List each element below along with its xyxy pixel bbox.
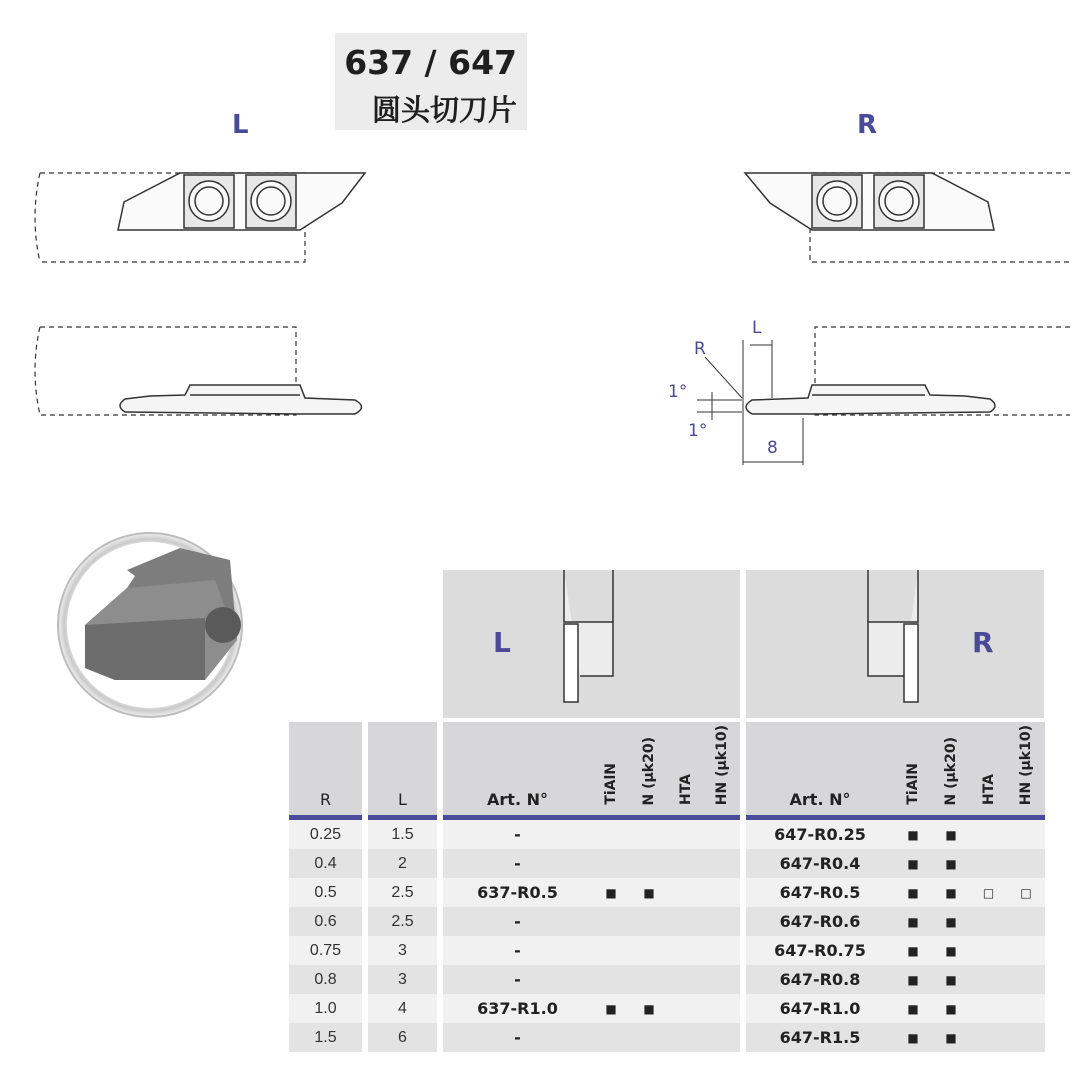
cell-l4 [704,965,740,994]
left-insert-sketch [443,570,740,718]
cell-art-r: 647-R0.5 [746,878,894,907]
left-insert-side-view [120,385,362,414]
cell-l2 [630,1023,668,1052]
cell-r: 1.5 [289,1023,362,1052]
left-holder-break-top [35,173,40,262]
left-sketch-label: L [493,626,511,659]
cell-art-r: 647-R0.6 [746,907,894,936]
right-version-label: R [857,110,878,140]
cell-r: 1.0 [289,994,362,1023]
cell-r2: ■ [932,994,970,1023]
technical-drawings [0,0,1072,500]
cell-l3 [668,907,704,936]
cell-art-r: 647-R1.5 [746,1023,894,1052]
cell-l3 [668,820,704,849]
dim-radius-label: R [694,339,706,359]
cell-l3 [668,936,704,965]
table-row [289,994,1045,1023]
header-art-left: Art. N° [443,722,592,815]
header-coat-tialn-right: TiAlN [905,763,921,805]
cell-art-l: - [443,849,592,878]
cell-r4 [1007,820,1045,849]
cell-art-r: 647-R0.75 [746,936,894,965]
cell-r: 0.6 [289,907,362,936]
cell-r: 0.25 [289,820,362,849]
right-sketch-label: R [972,626,994,659]
table-row [289,1023,1045,1052]
cell-l4 [704,849,740,878]
cell-l1: ■ [592,994,630,1023]
cell-l4 [704,936,740,965]
cell-r3 [970,849,1007,878]
cell-l: 2.5 [368,907,437,936]
header-coat-n-right: N (µk20) [943,736,959,805]
cell-r2: ■ [932,1023,970,1052]
header-r: R [289,722,362,815]
cell-l3 [668,1023,704,1052]
cell-l: 3 [368,936,437,965]
table-row [289,965,1045,994]
cell-l1 [592,1023,630,1052]
left-sketch-box [443,570,740,718]
cell-r4 [1007,1023,1045,1052]
dim-angle-bottom-label: 1° [688,421,708,441]
table-row [289,907,1045,936]
table-body [289,820,1045,1052]
cell-l1 [592,936,630,965]
cell-art-r: 647-R0.25 [746,820,894,849]
left-holder-break-bottom [35,327,40,415]
right-insert-sketch [746,570,1044,718]
cell-l1: ■ [592,878,630,907]
table-row [289,878,1045,907]
dim-angle-top-label: 1° [668,382,688,402]
cell-l1 [592,820,630,849]
cell-art-l: 637-R0.5 [443,878,592,907]
cell-l4 [704,1023,740,1052]
table-row [289,849,1045,878]
cell-l2 [630,820,668,849]
cell-r1: ■ [894,994,932,1023]
dim-length-label: L [752,318,762,338]
cell-r1: ■ [894,965,932,994]
cell-r4 [1007,907,1045,936]
cell-l3 [668,965,704,994]
cell-r1: ■ [894,878,932,907]
left-version-label: L [232,110,249,140]
header-art-right: Art. N° [746,722,894,815]
cell-l3 [668,994,704,1023]
cell-l3 [668,849,704,878]
cell-r: 0.8 [289,965,362,994]
cell-r3 [970,820,1007,849]
cell-art-r: 647-R0.4 [746,849,894,878]
cell-art-l: - [443,820,592,849]
cell-l2: ■ [630,878,668,907]
right-sketch-box [746,570,1044,718]
header-coat-hta-left: HTA [678,773,694,805]
insert-photo [55,530,245,720]
cell-art-r: 647-R1.0 [746,994,894,1023]
cell-l4 [704,820,740,849]
header-coat-hta-right: HTA [980,773,997,805]
header-coat-n-left: N (µk20) [641,736,657,805]
cell-r2: ■ [932,965,970,994]
header-coat-hn-left: HN (µk10) [714,724,730,805]
cell-r3 [970,1023,1007,1052]
cell-l4 [704,907,740,936]
cell-r3 [970,994,1007,1023]
left-insert-top-view [118,173,365,230]
cell-r1: ■ [894,849,932,878]
cell-l2: ■ [630,994,668,1023]
right-insert-top-view [745,173,994,230]
cell-l2 [630,907,668,936]
cell-l1 [592,849,630,878]
cell-r4 [1007,936,1045,965]
cell-r3 [970,907,1007,936]
cell-r2: ■ [932,820,970,849]
header-coat-tialn-left: TiAlN [603,763,619,805]
cell-r: 0.5 [289,878,362,907]
cell-l4 [704,878,740,907]
cell-r1: ■ [894,1023,932,1052]
right-insert-side-view [746,385,995,414]
cell-r2: ■ [932,878,970,907]
cell-r: 0.75 [289,936,362,965]
table-header-row [289,722,1045,815]
cell-r2: ■ [932,849,970,878]
cell-r4 [1007,965,1045,994]
cell-l: 2 [368,849,437,878]
cell-l3 [668,878,704,907]
cell-art-l: - [443,936,592,965]
cell-l: 1.5 [368,820,437,849]
cell-r4 [1007,849,1045,878]
cell-r2: ■ [932,936,970,965]
cell-l2 [630,849,668,878]
cell-art-l: 637-R1.0 [443,994,592,1023]
cell-r4 [1007,994,1045,1023]
cell-l: 6 [368,1023,437,1052]
cell-l: 3 [368,965,437,994]
cell-art-r: 647-R0.8 [746,965,894,994]
product-subtitle: 圆头切刀片 [371,93,517,127]
cell-art-l: - [443,907,592,936]
product-number: 637 / 647 [344,43,517,82]
cell-r1: ■ [894,820,932,849]
cell-r1: ■ [894,936,932,965]
header-coat-hn-right: HN (µk10) [1018,724,1034,805]
table-row [289,820,1045,849]
cell-art-l: - [443,1023,592,1052]
cell-r1: ■ [894,907,932,936]
cell-r: 0.4 [289,849,362,878]
cell-l1 [592,965,630,994]
cell-art-l: - [443,965,592,994]
cell-r3: □ [970,878,1007,907]
cell-l1 [592,907,630,936]
cell-l: 2.5 [368,878,437,907]
cell-l: 4 [368,994,437,1023]
cell-r4: □ [1007,878,1045,907]
cell-l2 [630,965,668,994]
spec-table [289,722,1045,1052]
cell-r3 [970,965,1007,994]
cell-l2 [630,936,668,965]
header-l: L [368,722,437,815]
cell-r3 [970,936,1007,965]
dim-width-label: 8 [767,438,778,458]
cell-l4 [704,994,740,1023]
table-row [289,936,1045,965]
cell-r2: ■ [932,907,970,936]
